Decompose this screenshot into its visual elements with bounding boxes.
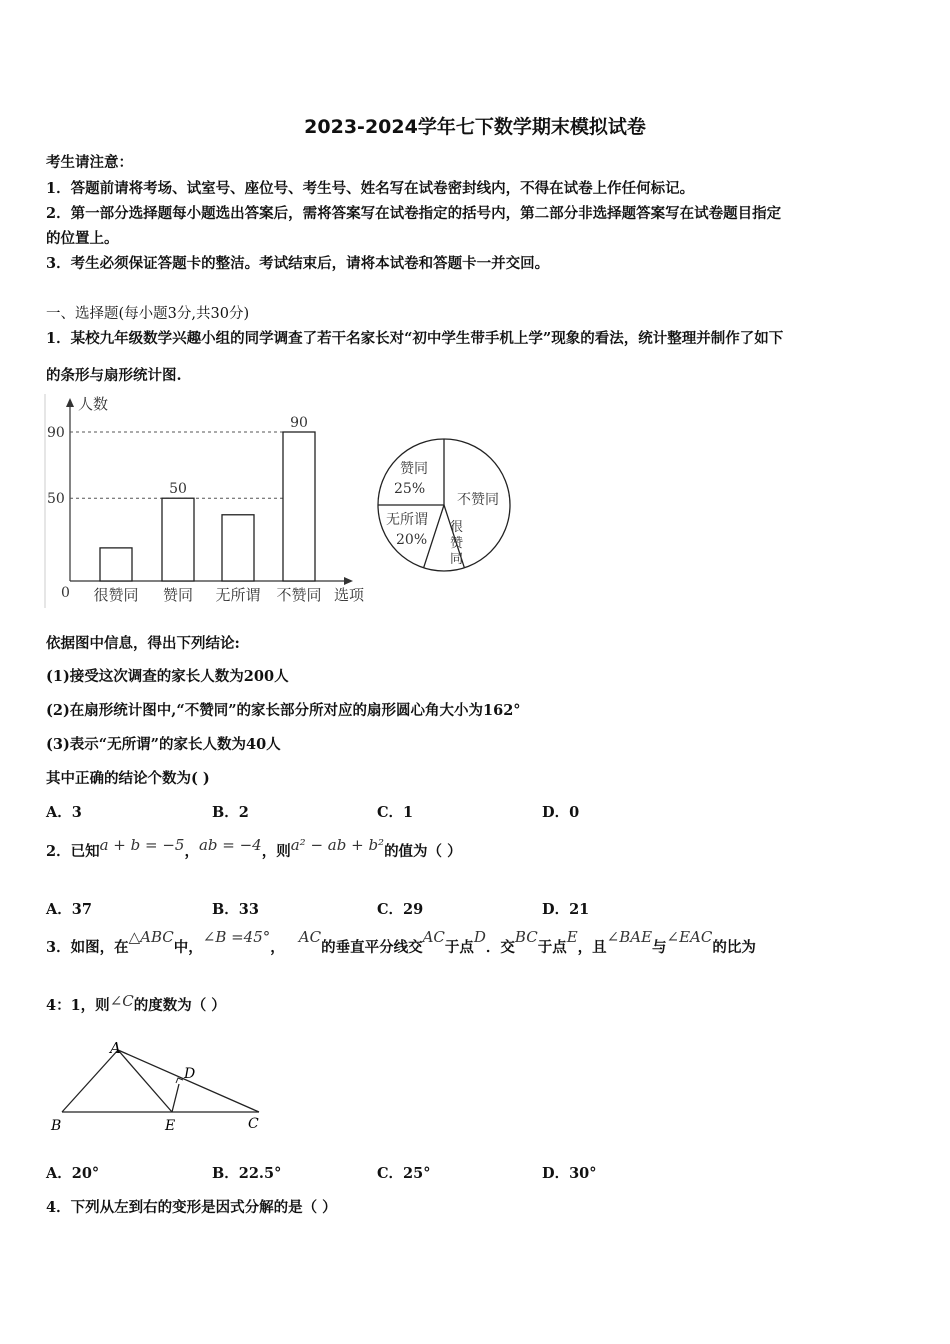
point-label-c: C <box>248 1116 259 1132</box>
option-b[interactable]: B．22.5° <box>212 1165 282 1182</box>
notice-item: 3．考生必须保证答题卡的整洁。考试结束后，请将本试卷和答题卡一并交回。 <box>46 255 550 272</box>
y-axis-label: 人数 <box>78 395 109 413</box>
triangle-figure <box>48 1040 268 1140</box>
bar-不赞同 <box>283 432 315 581</box>
q3-text: 的度数为（ ） <box>133 997 226 1014</box>
data-label: 50 <box>169 481 187 498</box>
math-expression: ab = −4 <box>198 836 262 854</box>
option-d[interactable]: D．21 <box>542 901 590 918</box>
q3-text: 中， <box>173 939 203 956</box>
question-4-text: 4．下列从左到右的变形是因式分解的是（ ） <box>46 1199 337 1216</box>
question-2-suffix: 的值为（ ） <box>384 843 462 860</box>
category-label: 无所谓 <box>215 586 261 604</box>
math-expression: E <box>566 928 578 946</box>
notice-heading: 考生请注意： <box>46 154 133 171</box>
q3-text: 于点 <box>444 939 474 956</box>
option-c[interactable]: C．1 <box>377 804 414 821</box>
pie-pct-wusuowei: 20% <box>396 532 428 548</box>
math-expression: BC <box>514 928 538 946</box>
q3-text: 于点 <box>537 939 567 956</box>
option-a[interactable]: A．3 <box>46 804 82 821</box>
bar-赞同 <box>162 498 194 581</box>
question-2 <box>46 836 462 861</box>
pie-label-wusuowei: 无所谓 <box>386 512 428 528</box>
category-label: 很赞同 <box>93 586 139 604</box>
bar-chart <box>40 392 380 610</box>
point-label-e: E <box>165 1118 176 1134</box>
question-1-statement: (1)接受这次调查的家长人数为200人 <box>46 668 289 685</box>
question-1-text: 的条形与扇形统计图. <box>46 367 182 384</box>
question-2-mid: ，则 <box>261 843 291 860</box>
point-label-d: D <box>184 1066 196 1082</box>
separator: ， <box>184 843 199 860</box>
section-heading: 一、选择题(每小题3分,共30分) <box>46 306 250 322</box>
math-expression: D <box>473 928 486 946</box>
math-expression: ∠EAC <box>666 928 713 946</box>
category-label: 赞同 <box>162 586 194 604</box>
math-expression: ∠B =45° <box>202 928 271 946</box>
question-2-prefix: 2．已知 <box>46 843 100 860</box>
q3-text: 的比为 <box>712 939 756 956</box>
option-a[interactable]: A．37 <box>46 901 92 918</box>
page-title: 2023-2024学年七下数学期末模拟试卷 <box>304 116 646 138</box>
question-1-statement: 依据图中信息，得出下列结论: <box>46 635 240 652</box>
bar-无所谓 <box>222 515 254 581</box>
pie-label-buzantong: 不赞同 <box>457 492 499 508</box>
y-tick-label: 50 <box>47 491 65 508</box>
option-b[interactable]: B．2 <box>212 804 249 821</box>
category-label: 不赞同 <box>276 586 322 604</box>
point-label-b: B <box>51 1118 62 1134</box>
math-expression: AC <box>422 928 445 946</box>
q3-text: 的垂直平分线交 <box>321 939 423 956</box>
math-expression: a + b = −5 <box>99 836 185 854</box>
question-1-statement: (2)在扇形统计图中,“不赞同”的家长部分所对应的扇形圆心角大小为162° <box>46 702 521 719</box>
math-expression: △ABC <box>128 928 174 946</box>
option-b[interactable]: B．33 <box>212 901 259 918</box>
math-expression: ∠C <box>109 992 134 1010</box>
q3-text: ，且 <box>577 939 607 956</box>
math-expression: ∠BAE <box>606 928 653 946</box>
pie-label-zantong: 赞同 <box>400 461 428 477</box>
q3-text: ， <box>270 939 285 956</box>
q3-text: 3．如图，在 <box>46 939 129 956</box>
question-3-line2 <box>46 994 226 1015</box>
notice-item: 2．第一部分选择题每小题选出答案后，需将答案写在试卷指定的括号内，第二部分非选择题答案写在试卷题目指定 <box>46 205 782 222</box>
q3-text: 4：1，则 <box>46 997 110 1014</box>
origin-label: 0 <box>61 585 70 601</box>
pie-pct-zantong: 25% <box>394 481 426 497</box>
bar-很赞同 <box>100 548 132 581</box>
option-c[interactable]: C．25° <box>377 1165 431 1182</box>
point-label-a: A <box>110 1040 121 1057</box>
option-d[interactable]: D．30° <box>542 1165 597 1182</box>
notice-item: 1．答题前请将考场、试室号、座位号、考生号、姓名写在试卷密封线内，不得在试卷上作任何标记。 <box>46 180 695 197</box>
q3-text: 与 <box>652 939 667 956</box>
math-expression: AC <box>298 928 322 946</box>
question-3-line1 <box>46 928 756 957</box>
x-axis-label: 选项 <box>334 586 365 604</box>
question-1-text: 1．某校九年级数学兴趣小组的同学调查了若干名家长对“初中学生带手机上学”现象的看法，统计整理并制作了如下 <box>46 330 784 347</box>
question-1-statement: 其中正确的结论个数为( ) <box>46 770 210 787</box>
pie-label-henzantong: 很赞同 <box>450 520 464 567</box>
q3-text: ．交 <box>485 939 515 956</box>
notice-item: 的位置上。 <box>46 230 119 247</box>
pie-chart <box>372 425 517 585</box>
option-d[interactable]: D．0 <box>542 804 580 821</box>
math-expression: a² − ab + b² <box>290 836 385 854</box>
data-label: 90 <box>290 415 308 431</box>
option-c[interactable]: C．29 <box>377 901 424 918</box>
option-a[interactable]: A．20° <box>46 1165 100 1182</box>
question-1-statement: (3)表示“无所谓”的家长人数为40人 <box>46 736 281 753</box>
y-tick-label: 90 <box>47 425 65 441</box>
